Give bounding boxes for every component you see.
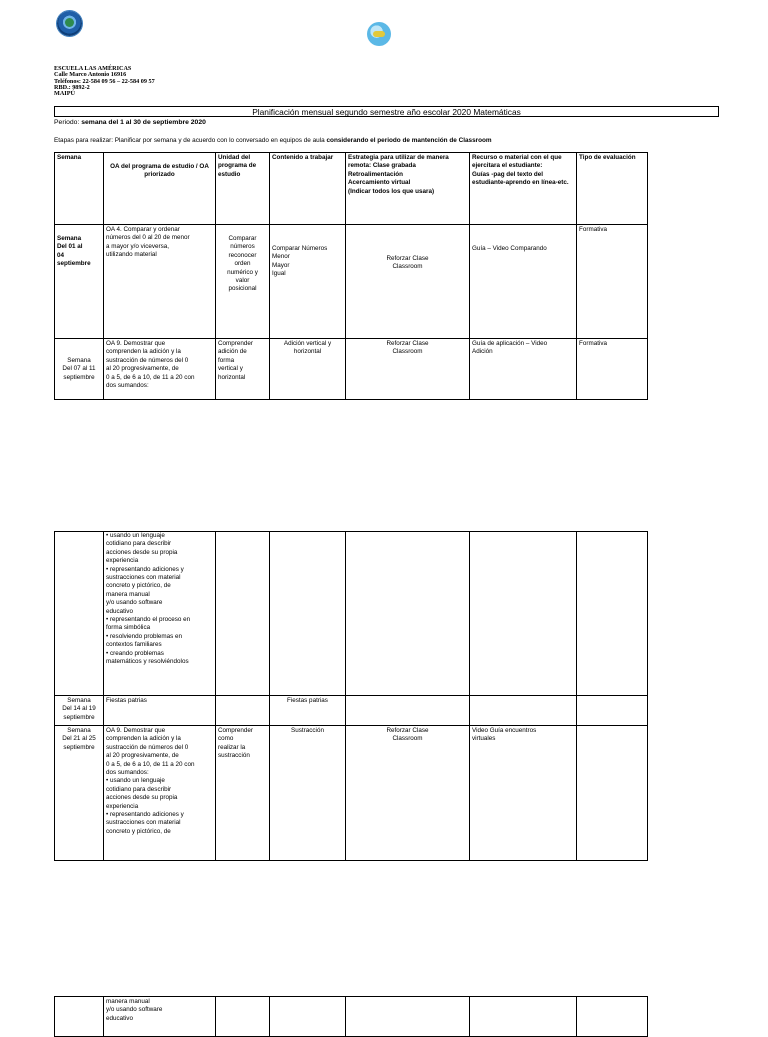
header-recurso-line: Recurso o material con el que ejercitara el estudiante: xyxy=(472,154,562,170)
week-line: Del 01 al xyxy=(57,243,83,251)
recurso-cell xyxy=(470,532,577,696)
unidad-line: adición de xyxy=(218,348,247,356)
unidad-line: números xyxy=(230,243,255,251)
header-estrategia xyxy=(346,153,470,225)
unidad-line: posicional xyxy=(228,285,257,293)
etapas-line xyxy=(54,137,492,144)
contenido-line: Comparar Números xyxy=(272,245,328,252)
unidad-line: vertical y xyxy=(218,365,243,373)
contenido-line: Mayor xyxy=(272,261,290,269)
header-estrategia-line: (Indicar todos los que usara) xyxy=(348,187,435,195)
table-header-row xyxy=(55,153,648,225)
school-rbd: RBD.: 9892-2 xyxy=(54,83,90,91)
unidad-cell xyxy=(216,339,270,400)
oa-cell xyxy=(104,696,216,726)
estrategia-line: Classroom xyxy=(392,735,423,743)
oa-line: y/o usando software xyxy=(106,599,163,607)
week-cell xyxy=(55,532,104,696)
contenido-line: Fiestas patrias xyxy=(287,697,328,704)
table-row xyxy=(55,696,648,726)
oa-line: manera manual xyxy=(106,590,150,598)
recurso-cell xyxy=(470,696,577,726)
oa-line: dos sumandos: xyxy=(106,382,149,390)
header-contenido: Contenido a trabajar xyxy=(270,153,346,225)
header-estrategia-line: Retroalimentación xyxy=(348,170,403,178)
oa-line: sustracción de números del 0 xyxy=(106,356,189,364)
contenido-cell xyxy=(270,225,346,339)
school-crest-icon xyxy=(57,11,82,36)
oa-line: matemáticos y resolviéndolos xyxy=(106,658,189,666)
recurso-cell xyxy=(470,997,577,1037)
oa-line: • representando adiciones y xyxy=(106,565,184,573)
oa-line: dos sumandos: xyxy=(106,769,149,777)
oa-line: • representando el proceso en xyxy=(106,616,191,624)
table-row xyxy=(55,225,648,339)
school-phones: Teléfonos: 22-584 09 56 – 22-584 09 57 xyxy=(54,77,155,85)
unidad-line: Comprender xyxy=(218,727,253,734)
oa-line: al 20 progresivamente, de xyxy=(106,365,179,373)
oa-line: • usando un lenguaje xyxy=(106,532,165,539)
unidad-line: horizontal xyxy=(218,373,246,381)
unidad-line: como xyxy=(218,735,234,743)
unidad-cell xyxy=(216,726,270,861)
oa-line: sustracciones con material xyxy=(106,819,181,827)
oa-cell xyxy=(104,225,216,339)
periodo-value: semana del 1 al 30 de septiembre 2020 xyxy=(81,119,206,126)
oa-cell xyxy=(104,339,216,400)
oa-line: concreto y pictórico, de xyxy=(106,582,171,590)
week-line: 04 xyxy=(57,251,65,259)
oa-line: experiencia xyxy=(106,802,139,810)
week-line: Semana xyxy=(57,235,82,242)
globe-logo-icon xyxy=(367,22,391,46)
recurso-line: Adición xyxy=(472,348,493,356)
unidad-line: sustracción xyxy=(218,752,250,760)
table-row xyxy=(55,339,648,400)
recurso-cell xyxy=(470,726,577,861)
oa-line: comprenden la adición y la xyxy=(106,348,181,356)
oa-line: manera manual xyxy=(106,998,150,1005)
unidad-cell xyxy=(216,225,270,339)
estrategia-cell xyxy=(346,696,470,726)
header-estrategia-line: Acercamiento virtual xyxy=(348,179,411,187)
tipo-cell: Formativa xyxy=(577,339,648,400)
estrategia-cell xyxy=(346,225,470,339)
unidad-line: Comparar xyxy=(228,235,257,242)
unidad-line: orden xyxy=(234,260,251,268)
oa-line: sustracción de números del 0 xyxy=(106,743,189,751)
table-row xyxy=(55,997,648,1037)
document-title: Planificación mensual segundo semestre año escolar 2020 Matemáticas xyxy=(54,106,719,117)
contenido-line: horizontal xyxy=(293,348,322,356)
periodo-line xyxy=(54,119,206,126)
oa-line: acciones desde su propia xyxy=(106,794,178,802)
contenido-line: Adición vertical y xyxy=(283,340,332,347)
contenido-line: Sustracción xyxy=(291,727,324,734)
contenido-line: Menor xyxy=(272,253,290,261)
week-line: Del 21 al 25 xyxy=(62,735,96,743)
oa-line: números del 0 al 20 de menor xyxy=(106,234,190,242)
estrategia-line: Classroom xyxy=(392,348,423,356)
table-row xyxy=(55,726,648,861)
header-estrategia-line: Estrategia para utilizar de manera remota: Clase grabada xyxy=(348,154,449,170)
header-oa: OA del programa de estudio / OA priorizado xyxy=(104,153,216,225)
school-commune: MAIPÚ xyxy=(54,90,75,98)
contenido-cell xyxy=(270,997,346,1037)
planning-table-page3 xyxy=(54,996,648,1037)
recurso-line: Guía de aplicación – Video xyxy=(472,340,548,347)
oa-line: • usando un lenguaje xyxy=(106,777,165,785)
week-line: septiembre xyxy=(63,713,95,721)
oa-line: cotidiano para describir xyxy=(106,540,172,548)
tipo-cell xyxy=(577,696,648,726)
oa-line: Fiestas patrias xyxy=(106,697,147,704)
estrategia-cell xyxy=(346,997,470,1037)
recurso-cell xyxy=(470,339,577,400)
tipo-cell xyxy=(577,726,648,861)
recurso-line: virtuales xyxy=(472,735,496,743)
oa-line: utilizando material xyxy=(106,251,157,259)
header-unidad: Unidad del programa de estudio xyxy=(216,153,270,225)
oa-cell xyxy=(104,532,216,696)
week-cell xyxy=(55,225,104,339)
oa-line: OA 9. Demostrar que xyxy=(106,727,166,734)
week-cell xyxy=(55,726,104,861)
oa-line: a mayor y/o viceversa, xyxy=(106,242,169,250)
estrategia-line: Reforzar Clase xyxy=(386,340,429,347)
week-line: Semana xyxy=(67,727,91,734)
etapas-text: Etapas para realizar: Planificar por semana y de acuerdo con lo conversado en equipos de aula xyxy=(54,137,327,144)
week-cell xyxy=(55,997,104,1037)
school-name: ESCUELA LAS AMÉRICAS xyxy=(54,65,132,72)
tipo-cell xyxy=(577,532,648,696)
week-line: septiembre xyxy=(63,743,95,751)
unidad-line: realizar la xyxy=(218,743,246,751)
estrategia-line: Reforzar Clase xyxy=(386,255,429,262)
periodo-label: Periodo: xyxy=(54,119,82,126)
contenido-cell xyxy=(270,726,346,861)
oa-line: 0 a 5, de 6 a 10, de 11 a 20 con xyxy=(106,760,195,768)
contenido-cell xyxy=(270,696,346,726)
week-cell xyxy=(55,696,104,726)
unidad-line: numérico y xyxy=(227,268,258,276)
table-row xyxy=(55,532,648,696)
oa-line: comprenden la adición y la xyxy=(106,735,181,743)
estrategia-cell xyxy=(346,532,470,696)
estrategia-cell xyxy=(346,726,470,861)
oa-line: acciones desde su propia xyxy=(106,548,178,556)
week-cell xyxy=(55,339,104,400)
oa-line: • resolviendo problemas en xyxy=(106,632,183,640)
week-line: Semana xyxy=(67,357,91,364)
oa-line: contextos familiares xyxy=(106,641,162,649)
contenido-cell xyxy=(270,339,346,400)
oa-line: educativo xyxy=(106,607,133,615)
school-address: Calle Marco Antonio 16916 xyxy=(54,71,127,79)
oa-line: 0 a 5, de 6 a 10, de 11 a 20 con xyxy=(106,373,195,381)
oa-line: forma simbólica xyxy=(106,624,151,632)
oa-line: educativo xyxy=(106,1014,133,1022)
etapas-bold: considerando el periodo de mantención de Classroom xyxy=(326,137,492,144)
oa-line: concreto y pictórico, de xyxy=(106,827,171,835)
oa-line: • representando adiciones y xyxy=(106,811,184,819)
school-info xyxy=(54,66,155,97)
week-line: Del 14 al 19 xyxy=(62,705,96,713)
oa-line: OA 9. Demostrar que xyxy=(106,340,166,347)
header-semana: Semana xyxy=(55,153,104,225)
oa-line: experiencia xyxy=(106,557,139,565)
oa-line: al 20 progresivamente, de xyxy=(106,752,179,760)
unidad-line: valor xyxy=(235,277,250,285)
oa-line: • creando problemas xyxy=(106,649,164,657)
oa-cell xyxy=(104,997,216,1037)
oa-line: y/o usando software xyxy=(106,1006,163,1014)
contenido-cell xyxy=(270,532,346,696)
recurso-cell xyxy=(470,225,577,339)
header-recurso-line: Guías -pag del texto del estudiante-aprendo en línea-etc. xyxy=(472,170,569,187)
unidad-line: forma xyxy=(218,356,235,364)
week-line: Del 07 al 11 xyxy=(62,365,96,373)
oa-line: sustracciones con material xyxy=(106,574,181,582)
estrategia-line: Classroom xyxy=(392,263,423,271)
header-recurso xyxy=(470,153,577,225)
header-tipo: Tipo de evaluación xyxy=(577,153,648,225)
tipo-cell: Formativa xyxy=(577,225,648,339)
planning-table xyxy=(54,152,648,400)
unidad-line: Comprender xyxy=(218,340,253,347)
recurso-line: Video Guía encuentros xyxy=(472,727,537,734)
week-line: septiembre xyxy=(63,373,95,381)
week-line: septiembre xyxy=(57,260,91,268)
oa-cell xyxy=(104,726,216,861)
planning-table-continued xyxy=(54,531,648,861)
unidad-cell xyxy=(216,997,270,1037)
unidad-cell xyxy=(216,696,270,726)
estrategia-line: Reforzar Clase xyxy=(386,727,429,734)
recurso-line: Guía – Video Comparando xyxy=(472,245,547,252)
unidad-line: reconocer xyxy=(228,251,257,259)
oa-line: cotidiano para describir xyxy=(106,785,172,793)
contenido-line: Igual xyxy=(272,270,286,278)
week-line: Semana xyxy=(67,697,91,704)
tipo-cell xyxy=(577,997,648,1037)
oa-line: OA 4. Comparar y ordenar xyxy=(106,226,180,233)
estrategia-cell xyxy=(346,339,470,400)
unidad-cell xyxy=(216,532,270,696)
